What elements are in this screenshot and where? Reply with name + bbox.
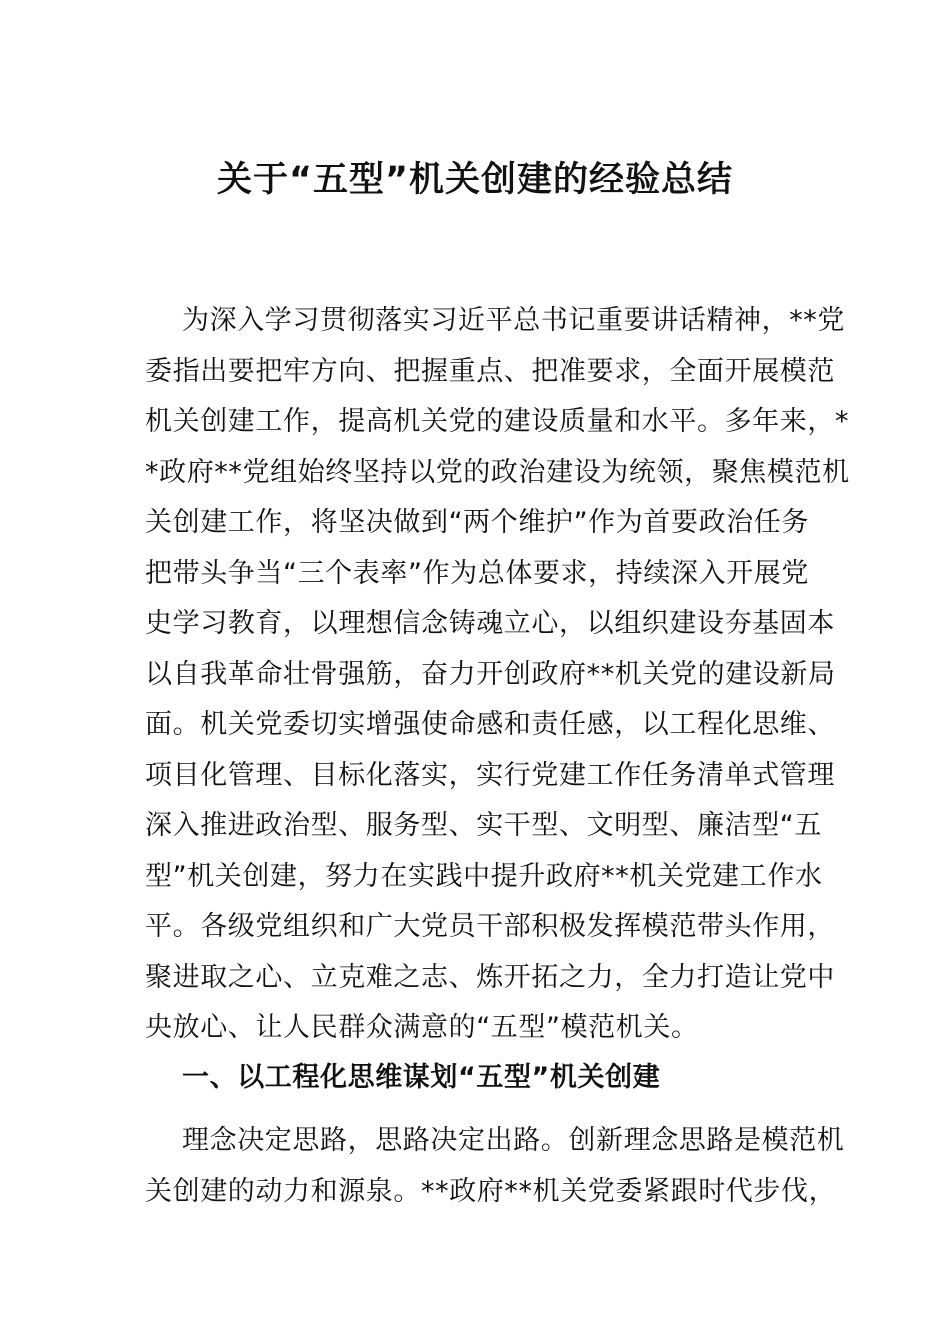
section-paragraph <box>145 1116 845 1217</box>
paragraph-line: 型”机关创建，努力在实践中提升政府**机关党建工作水 <box>145 860 823 892</box>
paragraph-line: 机关创建工作，提高机关党的建设质量和水平。多年来，* <box>145 406 850 437</box>
intro-paragraph <box>145 296 850 1054</box>
paragraph-line: 央放心、让人民群众满意的“五型”模范机关。 <box>145 1012 699 1043</box>
paragraph-line: 关创建的动力和源泉。**政府**机关党委紧跟时代步伐， <box>145 1175 837 1207</box>
paragraph-line: 聚进取之心、立克难之志、炼开拓之力，全力打造让党中 <box>145 961 835 993</box>
paragraph-line: 为深入学习贯彻落实习近平总书记重要讲话精神，**党 <box>182 305 845 336</box>
paragraph-line: 委指出要把牢方向、把握重点、把准要求，全面开展模范 <box>145 355 835 387</box>
paragraph-line: 平。各级党组织和广大党员干部积极发挥模范带头作用， <box>145 911 835 942</box>
paragraph-line: 把带头争当“三个表率”作为总体要求，持续深入开展党 <box>145 557 809 589</box>
document-title: 关于“五型”机关创建的经验总结 <box>216 160 733 200</box>
paragraph-line: 以自我革命壮骨强筋，奋力开创政府**机关党的建设新局 <box>145 658 836 690</box>
paragraph-line: 项目化管理、目标化落实，实行党建工作任务清单式管理 <box>145 759 835 791</box>
paragraph-line: 关创建工作，将坚决做到“两个维护”作为首要政治任务 <box>145 507 809 538</box>
section-heading: 一、以工程化思维谋划“五型”机关创建 <box>182 1062 661 1093</box>
paragraph-line: 面。机关党委切实增强使命感和责任感，以工程化思维、 <box>145 709 835 740</box>
paragraph-line: 理念决定思路，思路决定出路。创新理念思路是模范机 <box>182 1125 845 1156</box>
paragraph-line: 深入推进政治型、服务型、实干型、文明型、廉洁型“五 <box>145 810 822 841</box>
paragraph-line: *政府**党组始终坚持以党的政治建设为统领，聚焦模范机 <box>145 456 850 488</box>
paragraph-line: 史学习教育，以理想信念铸魂立心，以组织建设夯基固本 <box>145 608 835 639</box>
